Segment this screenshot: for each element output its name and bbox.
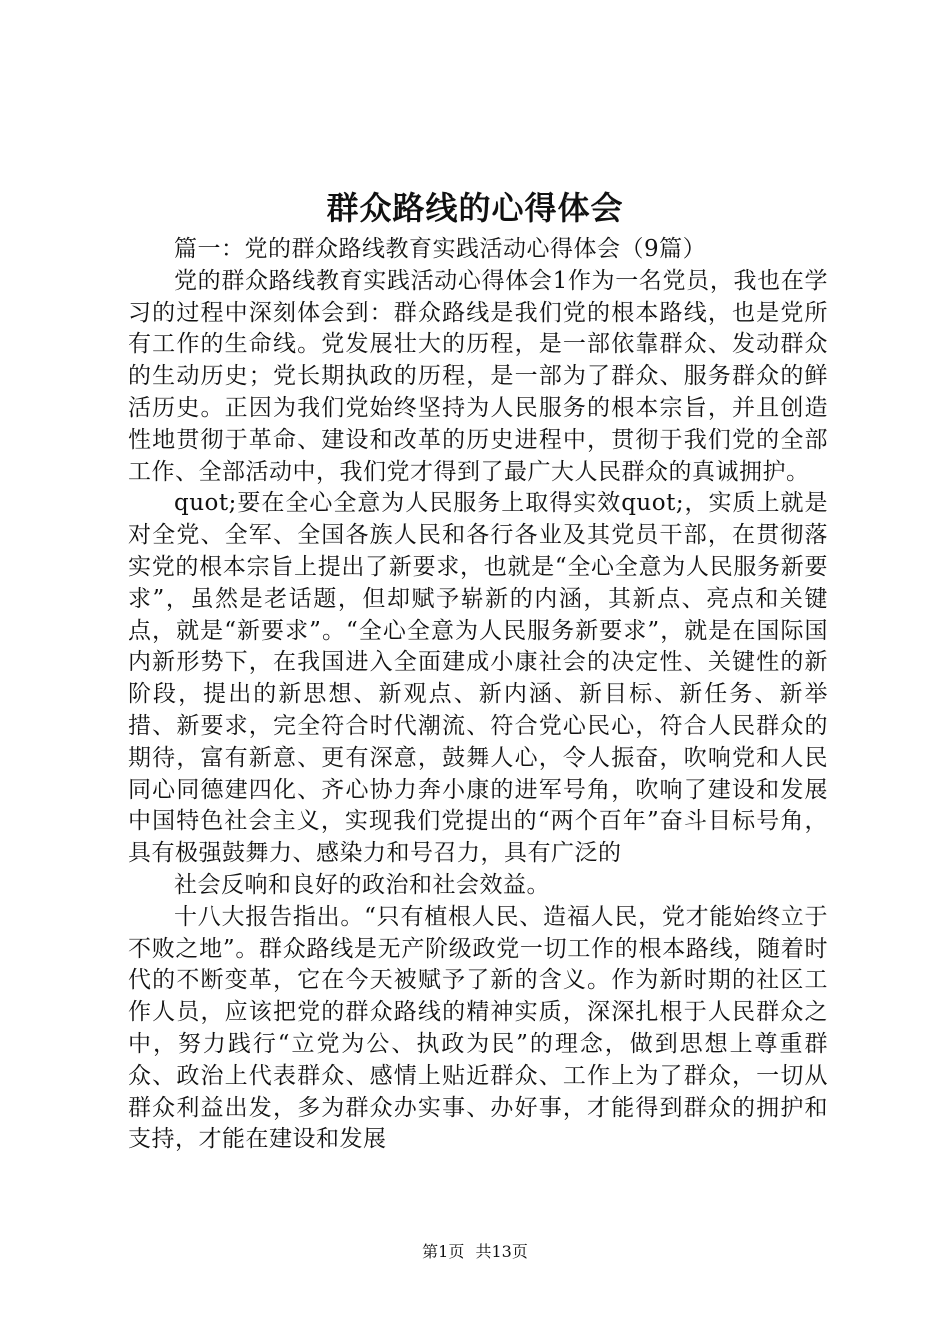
document-title: 群众路线的心得体会: [326, 189, 624, 227]
page-footer: [0, 1240, 950, 1264]
page-number: 第1页: [422, 1242, 465, 1261]
paragraph: 党的群众路线教育实践活动心得体会1作为一名党员，我也在学习的过程中深刻体会到：群众路线是我们党的根本路线，也是党所有工作的生命线。党发展壮大的历程，是一部依靠群众、发动群众的生动历史；党长期执政的历程，是一部为了群众、服务群众的鲜活历史。正因为我们党始终坚持为人民服务的根本宗旨，并且创造性地贯彻于革命、建设和改革的历史进程中，贯彻于我们党的全部工作、全部活动中，我们党才得到了最广大人民群众的真诚拥护。: [128, 267, 828, 485]
paragraph: 十八大报告指出。“只有植根人民、造福人民，党才能始终立于不败之地”。群众路线是无产阶级政党一切工作的根本路线，随着时代的不断变革，它在今天被赋予了新的含义。作为新时期的社区工作人员，应该把党的群众路线的精神实质，深深扎根于人民群众之中，努力践行“立党为公、执政为民”的理念，做到思想上尊重群众、政治上代表群众、感情上贴近群众、工作上为了群众，一切从群众利益出发，多为群众办实事、办好事，才能得到群众的拥护和支持，才能在建设和发展: [128, 903, 828, 1153]
paragraph-heading: 篇一：党的群众路线教育实践活动心得体会（9篇）: [174, 236, 707, 262]
page-total: 共13页: [475, 1242, 528, 1261]
document-body: [128, 234, 828, 1156]
paragraph: 社会反响和良好的政治和社会效益。: [174, 871, 550, 898]
paragraph: quot;要在全心全意为人民服务上取得实效quot;，实质上就是对全党、全军、全国各族人民和各行各业及其党员干部，在贯彻落实党的根本宗旨上提出了新要求，也就是“全心全意为人民服务新要求”，虽然是老话题，但却赋予崭新的内涵，其新点、亮点和关键点，就是“新要求”。“全心全意为人民服务新要求”，就是在国际国内新形势下，在我国进入全面建成小康社会的决定性、关键性的新阶段，提出的新思想、新观点、新内涵、新目标、新任务、新举措、新要求，完全符合时代潮流、符合党心民心，符合人民群众的期待，富有新意、更有深意，鼓舞人心，令人振奋，吹响党和人民同心同德建四化、齐心协力奔小康的进军号角，吹响了建设和发展中国特色社会主义，实现我们党提出的“两个百年”奋斗目标号角，具有极强鼓舞力、感染力和号召力，具有广泛的: [128, 490, 829, 867]
